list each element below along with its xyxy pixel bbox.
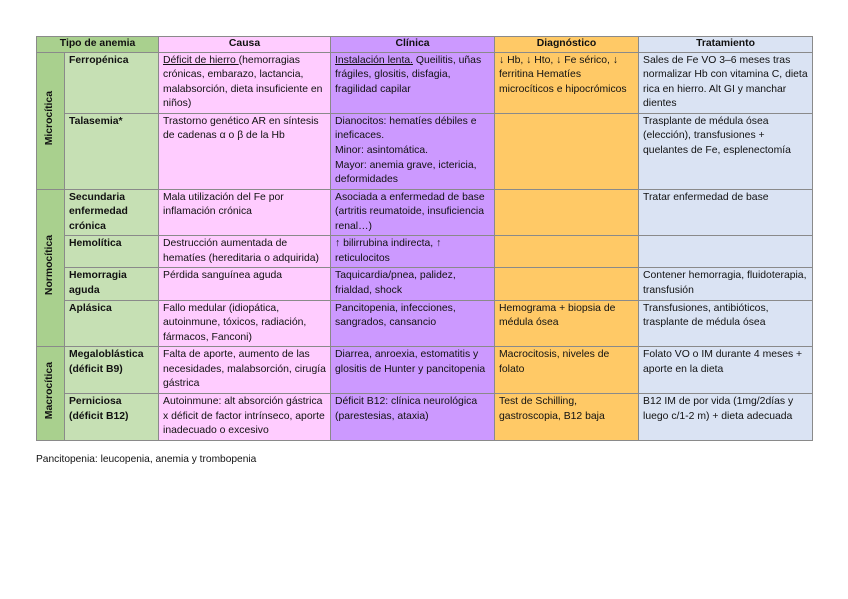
row-name: Hemolítica [65,236,159,268]
cell-diagnostico: Hemograma + biopsia de médula ósea [495,300,639,347]
cell-diagnostico: Test de Schilling, gastroscopia, B12 baja [495,393,639,440]
cell-diagnostico [495,236,639,268]
cell-clinica: Diarrea, anroexia, estomatitis y glositis de Hunter y pancitopenia [331,347,495,394]
clinica-line: Mayor: anemia grave, ictericia, deformidades [335,159,477,186]
group-microcitica [37,52,65,189]
cell-clinica: Taquicardia/pnea, palidez, frialdad, shock [331,268,495,300]
group-label: Microcítica [44,90,56,145]
cell-tratamiento: Sales de Fe VO 3–6 meses tras normalizar Hb con vitamina C, dieta rica en hierro. Alt GI y manchar dientes [639,52,813,113]
clinica-line: Minor: asintomática. [335,144,428,156]
clinica-text: Queilitis, uñas frágiles, glositis, disfagia, fragilidad capilar [335,54,482,95]
cell-diagnostico: ↓ Hb, ↓ Hto, ↓ Fe sérico, ↓ ferritina Hematíes microcíticos e hipocrómicos [495,52,639,113]
cell-diagnostico [495,268,639,300]
header-tipo: Tipo de anemia [37,37,159,53]
cell-causa [159,52,331,113]
table-row [37,393,813,440]
header-row [37,37,813,53]
cell-tratamiento: Tratar enfermedad de base [639,189,813,236]
cell-tratamiento: B12 IM de por vida (1mg/2días y luego c/1-2 m) + dieta adecuada [639,393,813,440]
group-normocitica [37,189,65,347]
cell-clinica: ↑ bilirrubina indirecta, ↑ reticulocitos [331,236,495,268]
table-row [37,113,813,189]
cell-clinica: Pancitopenia, infecciones, sangrados, cansancio [331,300,495,347]
anemia-table [36,36,813,441]
cell-tratamiento: Contener hemorragia, fluidoterapia, transfusión [639,268,813,300]
row-name: Megaloblástica (déficit B9) [65,347,159,394]
table-row [37,347,813,394]
header-diagnostico: Diagnóstico [495,37,639,53]
header-causa: Causa [159,37,331,53]
cell-causa: Falta de aporte, aumento de las necesidades, malabsorción, cirugía gástrica [159,347,331,394]
table-row [37,189,813,236]
cell-causa: Fallo medular (idiopática, autoinmune, tóxicos, radiación, fármacos, Fanconi) [159,300,331,347]
cell-diagnostico [495,189,639,236]
row-name: Secundaria enfermedad crónica [65,189,159,236]
row-name: Aplásica [65,300,159,347]
cell-clinica: Asociada a enfermedad de base (artritis reumatoide, insuficiencia renal…) [331,189,495,236]
footnote: Pancitopenia: leucopenia, anemia y trombopenia [36,454,257,465]
cell-clinica [331,113,495,189]
cell-tratamiento: Trasplante de médula ósea (elección), transfusiones + quelantes de Fe, esplenectomía [639,113,813,189]
table-row [37,52,813,113]
cell-diagnostico [495,113,639,189]
cell-diagnostico: Macrocitosis, niveles de folato [495,347,639,394]
header-tratamiento: Tratamiento [639,37,813,53]
row-name: Talasemia* [65,113,159,189]
row-name: Ferropénica [65,52,159,113]
header-clinica: Clínica [331,37,495,53]
cell-clinica [331,52,495,113]
cell-causa: Trastorno genético AR en síntesis de cadenas α o β de la Hb [159,113,331,189]
cell-causa: Mala utilización del Fe por inflamación crónica [159,189,331,236]
group-label: Normocítica [44,235,56,296]
cell-clinica: Déficit B12: clínica neurológica (parestesias, ataxia) [331,393,495,440]
group-macrocitica [37,347,65,440]
table-row [37,268,813,300]
row-name: Perniciosa (déficit B12) [65,393,159,440]
cell-causa: Pérdida sanguínea aguda [159,268,331,300]
causa-underlined: Déficit de hierro [163,54,239,66]
table-row [37,236,813,268]
cell-tratamiento: Transfusiones, antibióticos, trasplante de médula ósea [639,300,813,347]
clinica-line: Dianocitos: hematíes débiles e ineficaces. [335,115,477,142]
causa-text: (hemorragias crónicas, embarazo, lactancia, malabsorción, dieta insuficiente en niños) [163,54,323,110]
table-row [37,300,813,347]
cell-causa: Autoinmune: alt absorción gástrica x déficit de factor intrínseco, aporte inadecuado o excesivo [159,393,331,440]
cell-causa: Destrucción aumentada de hematíes (hereditaria o adquirida) [159,236,331,268]
cell-tratamiento [639,236,813,268]
row-name: Hemorragia aguda [65,268,159,300]
clinica-underlined: Instalación lenta. [335,54,413,66]
cell-tratamiento: Folato VO o IM durante 4 meses + aporte en la dieta [639,347,813,394]
group-label: Macrocítica [44,362,56,420]
